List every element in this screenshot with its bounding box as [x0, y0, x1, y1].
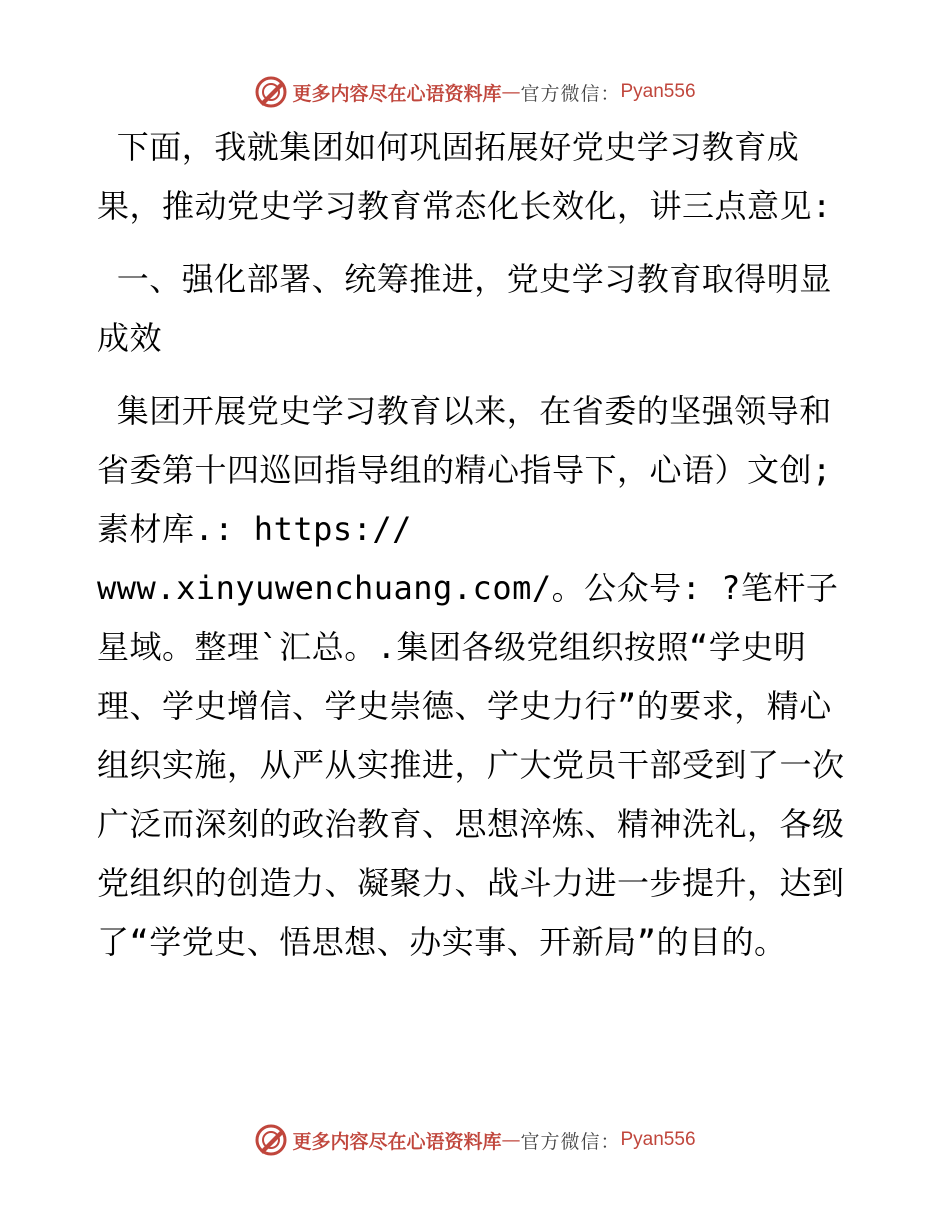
banner-text: 更多内容尽在心语资料库 [292, 1130, 502, 1153]
banner-text: 更多内容尽在心语资料库 [292, 82, 502, 105]
banner-wechat-id: Pyan556 [620, 1129, 696, 1150]
document-body [97, 118, 857, 972]
section-heading-1: 一、强化部署、统筹推进，党史学习教育取得明显成效 [97, 260, 832, 357]
pen-logo-icon [254, 1123, 288, 1157]
paragraph-body: 集团开展党史学习教育以来，在省委的坚强领导和省委第十四巡回指导组的精心指导下，心语）文创;素材库.: https:// www.xinyuwenchuang.com/。公众号: ?笔杆子星域。整理`汇总。.集团各级党组织按照“学史明理、学史增信、学史崇德、学史力行”的要求，精心组织实施，从严从实推进，广大党员干部受到了一次广泛而深刻的政治教育、思想淬炼、精神洗礼，各级党组织的创造力、凝聚力、战斗力进一步提升，达到了“学党史、悟思想、办实事、开新局”的目的。 [97, 392, 845, 961]
footer-banner [0, 1120, 950, 1160]
banner-separator: — [501, 81, 521, 103]
banner-wechat-id: Pyan556 [620, 81, 696, 102]
header-banner [0, 72, 950, 112]
banner-official-label: 官方微信： [520, 1130, 621, 1153]
paragraph-intro: 下面，我就集团如何巩固拓展好党史学习教育成果，推动党史学习教育常态化长效化，讲三点意见: [97, 128, 832, 225]
banner-official-label: 官方微信： [520, 82, 621, 105]
pen-logo-icon [254, 75, 288, 109]
banner-separator: — [501, 1129, 521, 1151]
